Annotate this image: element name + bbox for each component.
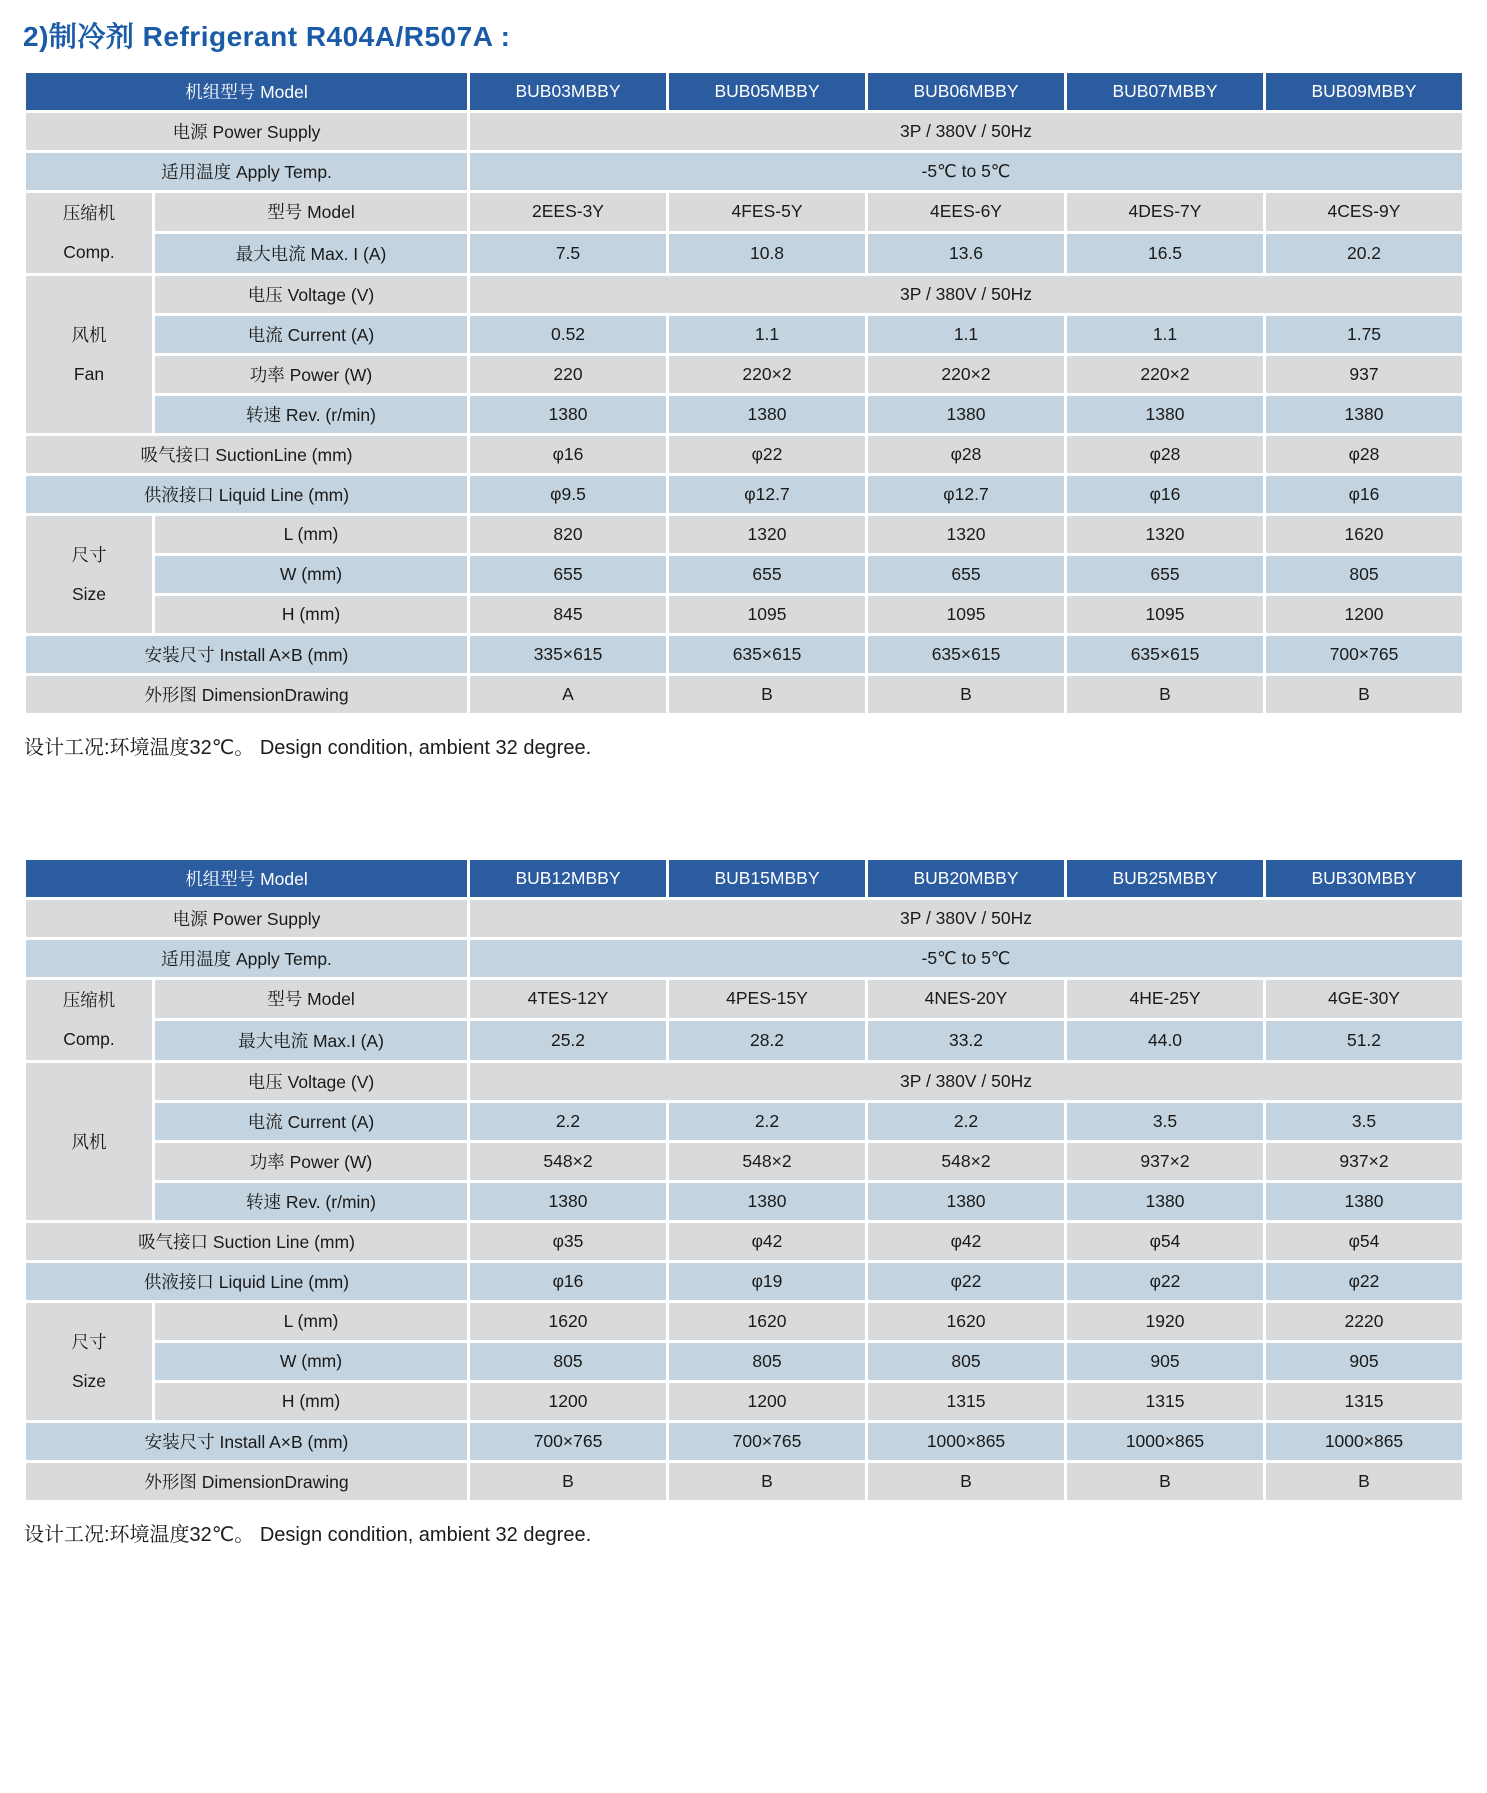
size-w-value-BUB20MBBY: 805 [868, 1343, 1064, 1380]
size-w-label: W (mm) [155, 1343, 467, 1380]
dimension-drawing-row [26, 1463, 1462, 1500]
size-h-value-BUB09MBBY: 1200 [1266, 596, 1462, 633]
suction-line-value-BUB20MBBY: φ42 [868, 1223, 1064, 1260]
dimension-drawing-value-BUB05MBBY: B [669, 676, 865, 713]
fan-power-value-BUB03MBBY: 220 [470, 356, 666, 393]
compressor-group-labels [30, 193, 148, 273]
dimension-drawing-value-BUB07MBBY: B [1067, 676, 1263, 713]
comp-model-value-BUB25MBBY: 4HE-25Y [1067, 980, 1263, 1019]
size-l-value-BUB05MBBY: 1320 [669, 516, 865, 553]
size-w-value-BUB15MBBY: 805 [669, 1343, 865, 1380]
size-w-row [26, 556, 1462, 593]
liquid-line-value-BUB06MBBY: φ12.7 [868, 476, 1064, 513]
dimension-drawing-value-BUB20MBBY: B [868, 1463, 1064, 1500]
install-size-value-BUB09MBBY: 700×765 [1266, 636, 1462, 673]
size-group-label-line-2: Size [71, 1370, 107, 1391]
model-header-label: 机组型号 Model [26, 860, 467, 897]
fan-current-value-BUB25MBBY: 3.5 [1067, 1103, 1263, 1140]
size-l-value-BUB20MBBY: 1620 [868, 1303, 1064, 1340]
size-w-value-BUB09MBBY: 805 [1266, 556, 1462, 593]
fan-current-value-BUB20MBBY: 2.2 [868, 1103, 1064, 1140]
model-header-row [26, 860, 1462, 897]
dimension-drawing-value-BUB09MBBY: B [1266, 676, 1462, 713]
liquid-line-value-BUB15MBBY: φ19 [669, 1263, 865, 1300]
model-header-label: 机组型号 Model [26, 73, 467, 110]
model-header-row [26, 73, 1462, 110]
compressor-group-label-line-1: 压缩机 [62, 990, 116, 1011]
suction-line-value-BUB12MBBY: φ35 [470, 1223, 666, 1260]
compressor-group-labels [30, 980, 148, 1060]
size-h-label: H (mm) [155, 596, 467, 633]
suction-line-value-BUB09MBBY: φ28 [1266, 436, 1462, 473]
fan-rev-value-BUB07MBBY: 1380 [1067, 396, 1263, 433]
fan-current-label: 电流 Current (A) [155, 316, 467, 353]
fan-group-labels [30, 1121, 148, 1161]
fan-power-value-BUB20MBBY: 548×2 [868, 1143, 1064, 1180]
size-l-row [26, 516, 1462, 553]
apply-temp-label: 适用温度 Apply Temp. [26, 940, 467, 977]
fan-voltage-row [26, 1063, 1462, 1100]
fan-voltage-value-all: 3P / 380V / 50Hz [470, 276, 1462, 313]
liquid-line-value-BUB30MBBY: φ22 [1266, 1263, 1462, 1300]
model-column-BUB12MBBY: BUB12MBBY [470, 860, 666, 897]
comp-max-current-row [26, 234, 1462, 273]
fan-power-value-BUB25MBBY: 937×2 [1067, 1143, 1263, 1180]
liquid-line-value-BUB09MBBY: φ16 [1266, 476, 1462, 513]
fan-power-value-BUB15MBBY: 548×2 [669, 1143, 865, 1180]
fan-group-label-line-1: 风机 [71, 324, 107, 345]
fan-group [26, 276, 152, 433]
spec-table-host-1 [23, 70, 1464, 716]
size-l-value-BUB12MBBY: 1620 [470, 1303, 666, 1340]
model-column-BUB15MBBY: BUB15MBBY [669, 860, 865, 897]
apply-temp-row [26, 940, 1462, 977]
size-h-value-BUB03MBBY: 845 [470, 596, 666, 633]
install-size-value-BUB20MBBY: 1000×865 [868, 1423, 1064, 1460]
install-size-value-BUB25MBBY: 1000×865 [1067, 1423, 1263, 1460]
dimension-drawing-value-BUB15MBBY: B [669, 1463, 865, 1500]
size-l-label: L (mm) [155, 516, 467, 553]
size-h-label: H (mm) [155, 1383, 467, 1420]
suction-line-row [26, 1223, 1462, 1260]
comp-max-current-value-BUB12MBBY: 25.2 [470, 1021, 666, 1060]
suction-line-row [26, 436, 1462, 473]
comp-max-current-value-BUB20MBBY: 33.2 [868, 1021, 1064, 1060]
comp-max-current-value-BUB03MBBY: 7.5 [470, 234, 666, 273]
fan-rev-value-BUB12MBBY: 1380 [470, 1183, 666, 1220]
comp-model-label: 型号 Model [155, 980, 467, 1019]
comp-model-value-BUB20MBBY: 4NES-20Y [868, 980, 1064, 1019]
size-l-value-BUB07MBBY: 1320 [1067, 516, 1263, 553]
fan-rev-value-BUB03MBBY: 1380 [470, 396, 666, 433]
fan-power-value-BUB12MBBY: 548×2 [470, 1143, 666, 1180]
size-group-label-line-1: 尺寸 [71, 544, 107, 565]
fan-rev-value-BUB15MBBY: 1380 [669, 1183, 865, 1220]
compressor-group-label-line-1: 压缩机 [62, 203, 116, 224]
fan-voltage-row [26, 276, 1462, 313]
fan-group-label-line-1: 风机 [71, 1131, 107, 1152]
size-l-value-BUB25MBBY: 1920 [1067, 1303, 1263, 1340]
compressor-group [26, 193, 152, 273]
suction-line-value-BUB03MBBY: φ16 [470, 436, 666, 473]
spec-table-r404a-large-models [23, 857, 1465, 1503]
comp-max-current-value-BUB06MBBY: 13.6 [868, 234, 1064, 273]
size-l-value-BUB06MBBY: 1320 [868, 516, 1064, 553]
size-w-label: W (mm) [155, 556, 467, 593]
model-column-BUB07MBBY: BUB07MBBY [1067, 73, 1263, 110]
comp-model-row [26, 980, 1462, 1019]
size-group [26, 1303, 152, 1420]
size-h-value-BUB12MBBY: 1200 [470, 1383, 666, 1420]
fan-rev-value-BUB05MBBY: 1380 [669, 396, 865, 433]
apply-temp-row [26, 153, 1462, 190]
size-h-value-BUB15MBBY: 1200 [669, 1383, 865, 1420]
apply-temp-label: 适用温度 Apply Temp. [26, 153, 467, 190]
fan-voltage-value-all: 3P / 380V / 50Hz [470, 1063, 1462, 1100]
spec-table-host-2 [23, 857, 1464, 1503]
install-size-row [26, 1423, 1462, 1460]
fan-current-value-BUB30MBBY: 3.5 [1266, 1103, 1462, 1140]
suction-line-value-BUB06MBBY: φ28 [868, 436, 1064, 473]
power-supply-row [26, 900, 1462, 937]
suction-line-value-BUB25MBBY: φ54 [1067, 1223, 1263, 1260]
model-column-BUB20MBBY: BUB20MBBY [868, 860, 1064, 897]
fan-rev-label: 转速 Rev. (r/min) [155, 396, 467, 433]
compressor-group-label-line-2: Comp. [63, 1029, 115, 1050]
size-l-value-BUB09MBBY: 1620 [1266, 516, 1462, 553]
model-column-BUB30MBBY: BUB30MBBY [1266, 860, 1462, 897]
fan-power-row [26, 356, 1462, 393]
size-h-value-BUB30MBBY: 1315 [1266, 1383, 1462, 1420]
fan-group [26, 1063, 152, 1220]
size-l-row [26, 1303, 1462, 1340]
install-size-label: 安装尺寸 Install A×B (mm) [26, 1423, 467, 1460]
comp-max-current-label: 最大电流 Max. I (A) [155, 234, 467, 273]
fan-power-value-BUB09MBBY: 937 [1266, 356, 1462, 393]
fan-voltage-label: 电压 Voltage (V) [155, 1063, 467, 1100]
fan-power-row [26, 1143, 1462, 1180]
dimension-drawing-row [26, 676, 1462, 713]
size-w-row [26, 1343, 1462, 1380]
dimension-drawing-value-BUB30MBBY: B [1266, 1463, 1462, 1500]
liquid-line-value-BUB03MBBY: φ9.5 [470, 476, 666, 513]
fan-power-value-BUB30MBBY: 937×2 [1266, 1143, 1462, 1180]
fan-power-label: 功率 Power (W) [155, 1143, 467, 1180]
liquid-line-label: 供液接口 Liquid Line (mm) [26, 1263, 467, 1300]
suction-line-value-BUB07MBBY: φ28 [1067, 436, 1263, 473]
suction-line-value-BUB15MBBY: φ42 [669, 1223, 865, 1260]
comp-max-current-value-BUB09MBBY: 20.2 [1266, 234, 1462, 273]
fan-voltage-label: 电压 Voltage (V) [155, 276, 467, 313]
comp-max-current-value-BUB25MBBY: 44.0 [1067, 1021, 1263, 1060]
fan-power-value-BUB07MBBY: 220×2 [1067, 356, 1263, 393]
comp-max-current-value-BUB05MBBY: 10.8 [669, 234, 865, 273]
liquid-line-label: 供液接口 Liquid Line (mm) [26, 476, 467, 513]
size-w-value-BUB25MBBY: 905 [1067, 1343, 1263, 1380]
fan-current-value-BUB05MBBY: 1.1 [669, 316, 865, 353]
liquid-line-value-BUB12MBBY: φ16 [470, 1263, 666, 1300]
dimension-drawing-value-BUB06MBBY: B [868, 676, 1064, 713]
spec-table-block-2 [23, 857, 1464, 1547]
compressor-group [26, 980, 152, 1060]
power-supply-value-all: 3P / 380V / 50Hz [470, 900, 1462, 937]
model-column-BUB06MBBY: BUB06MBBY [868, 73, 1064, 110]
size-l-value-BUB15MBBY: 1620 [669, 1303, 865, 1340]
fan-current-value-BUB06MBBY: 1.1 [868, 316, 1064, 353]
comp-model-value-BUB07MBBY: 4DES-7Y [1067, 193, 1263, 232]
fan-current-label: 电流 Current (A) [155, 1103, 467, 1140]
model-column-BUB03MBBY: BUB03MBBY [470, 73, 666, 110]
page-title: 2)制冷剂 Refrigerant R404A/R507A : [23, 21, 511, 52]
size-l-value-BUB03MBBY: 820 [470, 516, 666, 553]
install-size-value-BUB12MBBY: 700×765 [470, 1423, 666, 1460]
apply-temp-value-all: -5℃ to 5℃ [470, 153, 1462, 190]
fan-power-value-BUB05MBBY: 220×2 [669, 356, 865, 393]
fan-current-value-BUB07MBBY: 1.1 [1067, 316, 1263, 353]
power-supply-label: 电源 Power Supply [26, 113, 467, 150]
size-h-value-BUB06MBBY: 1095 [868, 596, 1064, 633]
comp-model-value-BUB09MBBY: 4CES-9Y [1266, 193, 1462, 232]
dimension-drawing-value-BUB25MBBY: B [1067, 1463, 1263, 1500]
liquid-line-value-BUB07MBBY: φ16 [1067, 476, 1263, 513]
install-size-value-BUB15MBBY: 700×765 [669, 1423, 865, 1460]
suction-line-label: 吸气接口 SuctionLine (mm) [26, 436, 467, 473]
compressor-group-label-line-2: Comp. [63, 242, 115, 263]
fan-current-value-BUB09MBBY: 1.75 [1266, 316, 1462, 353]
fan-current-row [26, 316, 1462, 353]
comp-max-current-value-BUB30MBBY: 51.2 [1266, 1021, 1462, 1060]
size-w-value-BUB03MBBY: 655 [470, 556, 666, 593]
design-condition-note-1: 设计工况:环境温度32℃。 Design condition, ambient 32 degree. [24, 736, 592, 759]
dimension-drawing-label: 外形图 DimensionDrawing [26, 1463, 467, 1500]
model-column-BUB09MBBY: BUB09MBBY [1266, 73, 1462, 110]
fan-group-labels [30, 314, 148, 394]
size-h-value-BUB05MBBY: 1095 [669, 596, 865, 633]
comp-model-value-BUB15MBBY: 4PES-15Y [669, 980, 865, 1019]
fan-power-value-BUB06MBBY: 220×2 [868, 356, 1064, 393]
install-size-label: 安装尺寸 Install A×B (mm) [26, 636, 467, 673]
size-h-row [26, 1383, 1462, 1420]
comp-model-value-BUB12MBBY: 4TES-12Y [470, 980, 666, 1019]
install-size-value-BUB06MBBY: 635×615 [868, 636, 1064, 673]
fan-rev-value-BUB25MBBY: 1380 [1067, 1183, 1263, 1220]
power-supply-row [26, 113, 1462, 150]
comp-model-label: 型号 Model [155, 193, 467, 232]
size-h-row [26, 596, 1462, 633]
dimension-drawing-value-BUB12MBBY: B [470, 1463, 666, 1500]
fan-rev-value-BUB09MBBY: 1380 [1266, 396, 1462, 433]
spec-table-block-1 [23, 70, 1464, 760]
suction-line-value-BUB05MBBY: φ22 [669, 436, 865, 473]
suction-line-value-BUB30MBBY: φ54 [1266, 1223, 1462, 1260]
install-size-value-BUB30MBBY: 1000×865 [1266, 1423, 1462, 1460]
comp-max-current-row [26, 1021, 1462, 1060]
dimension-drawing-value-BUB03MBBY: A [470, 676, 666, 713]
size-h-value-BUB20MBBY: 1315 [868, 1383, 1064, 1420]
design-condition-note-2: 设计工况:环境温度32℃。 Design condition, ambient 32 degree. [24, 1523, 592, 1546]
install-size-row [26, 636, 1462, 673]
comp-model-row [26, 193, 1462, 232]
comp-max-current-value-BUB15MBBY: 28.2 [669, 1021, 865, 1060]
spec-table-r404a-small-models [23, 70, 1465, 716]
comp-model-value-BUB03MBBY: 2EES-3Y [470, 193, 666, 232]
comp-model-value-BUB05MBBY: 4FES-5Y [669, 193, 865, 232]
power-supply-value-all: 3P / 380V / 50Hz [470, 113, 1462, 150]
install-size-value-BUB05MBBY: 635×615 [669, 636, 865, 673]
suction-line-label: 吸气接口 Suction Line (mm) [26, 1223, 467, 1260]
size-group [26, 516, 152, 633]
fan-rev-value-BUB30MBBY: 1380 [1266, 1183, 1462, 1220]
liquid-line-value-BUB05MBBY: φ12.7 [669, 476, 865, 513]
liquid-line-row [26, 1263, 1462, 1300]
size-w-value-BUB30MBBY: 905 [1266, 1343, 1462, 1380]
model-column-BUB05MBBY: BUB05MBBY [669, 73, 865, 110]
fan-power-label: 功率 Power (W) [155, 356, 467, 393]
size-group-labels [30, 534, 148, 614]
fan-rev-label: 转速 Rev. (r/min) [155, 1183, 467, 1220]
size-l-value-BUB30MBBY: 2220 [1266, 1303, 1462, 1340]
liquid-line-row [26, 476, 1462, 513]
size-l-label: L (mm) [155, 1303, 467, 1340]
power-supply-label: 电源 Power Supply [26, 900, 467, 937]
size-w-value-BUB06MBBY: 655 [868, 556, 1064, 593]
fan-rev-value-BUB06MBBY: 1380 [868, 396, 1064, 433]
comp-model-value-BUB06MBBY: 4EES-6Y [868, 193, 1064, 232]
comp-max-current-label: 最大电流 Max.I (A) [155, 1021, 467, 1060]
install-size-value-BUB03MBBY: 335×615 [470, 636, 666, 673]
fan-rev-row [26, 396, 1462, 433]
size-h-value-BUB25MBBY: 1315 [1067, 1383, 1263, 1420]
fan-current-value-BUB15MBBY: 2.2 [669, 1103, 865, 1140]
fan-rev-value-BUB20MBBY: 1380 [868, 1183, 1064, 1220]
fan-current-value-BUB03MBBY: 0.52 [470, 316, 666, 353]
size-h-value-BUB07MBBY: 1095 [1067, 596, 1263, 633]
liquid-line-value-BUB20MBBY: φ22 [868, 1263, 1064, 1300]
fan-current-row [26, 1103, 1462, 1140]
size-group-label-line-1: 尺寸 [71, 1331, 107, 1352]
apply-temp-value-all: -5℃ to 5℃ [470, 940, 1462, 977]
comp-max-current-value-BUB07MBBY: 16.5 [1067, 234, 1263, 273]
liquid-line-value-BUB25MBBY: φ22 [1067, 1263, 1263, 1300]
fan-group-label-line-2: Fan [73, 363, 105, 384]
size-group-labels [30, 1321, 148, 1401]
model-column-BUB25MBBY: BUB25MBBY [1067, 860, 1263, 897]
size-group-label-line-2: Size [71, 583, 107, 604]
size-w-value-BUB05MBBY: 655 [669, 556, 865, 593]
dimension-drawing-label: 外形图 DimensionDrawing [26, 676, 467, 713]
install-size-value-BUB07MBBY: 635×615 [1067, 636, 1263, 673]
size-w-value-BUB07MBBY: 655 [1067, 556, 1263, 593]
comp-model-value-BUB30MBBY: 4GE-30Y [1266, 980, 1462, 1019]
size-w-value-BUB12MBBY: 805 [470, 1343, 666, 1380]
fan-rev-row [26, 1183, 1462, 1220]
fan-current-value-BUB12MBBY: 2.2 [470, 1103, 666, 1140]
